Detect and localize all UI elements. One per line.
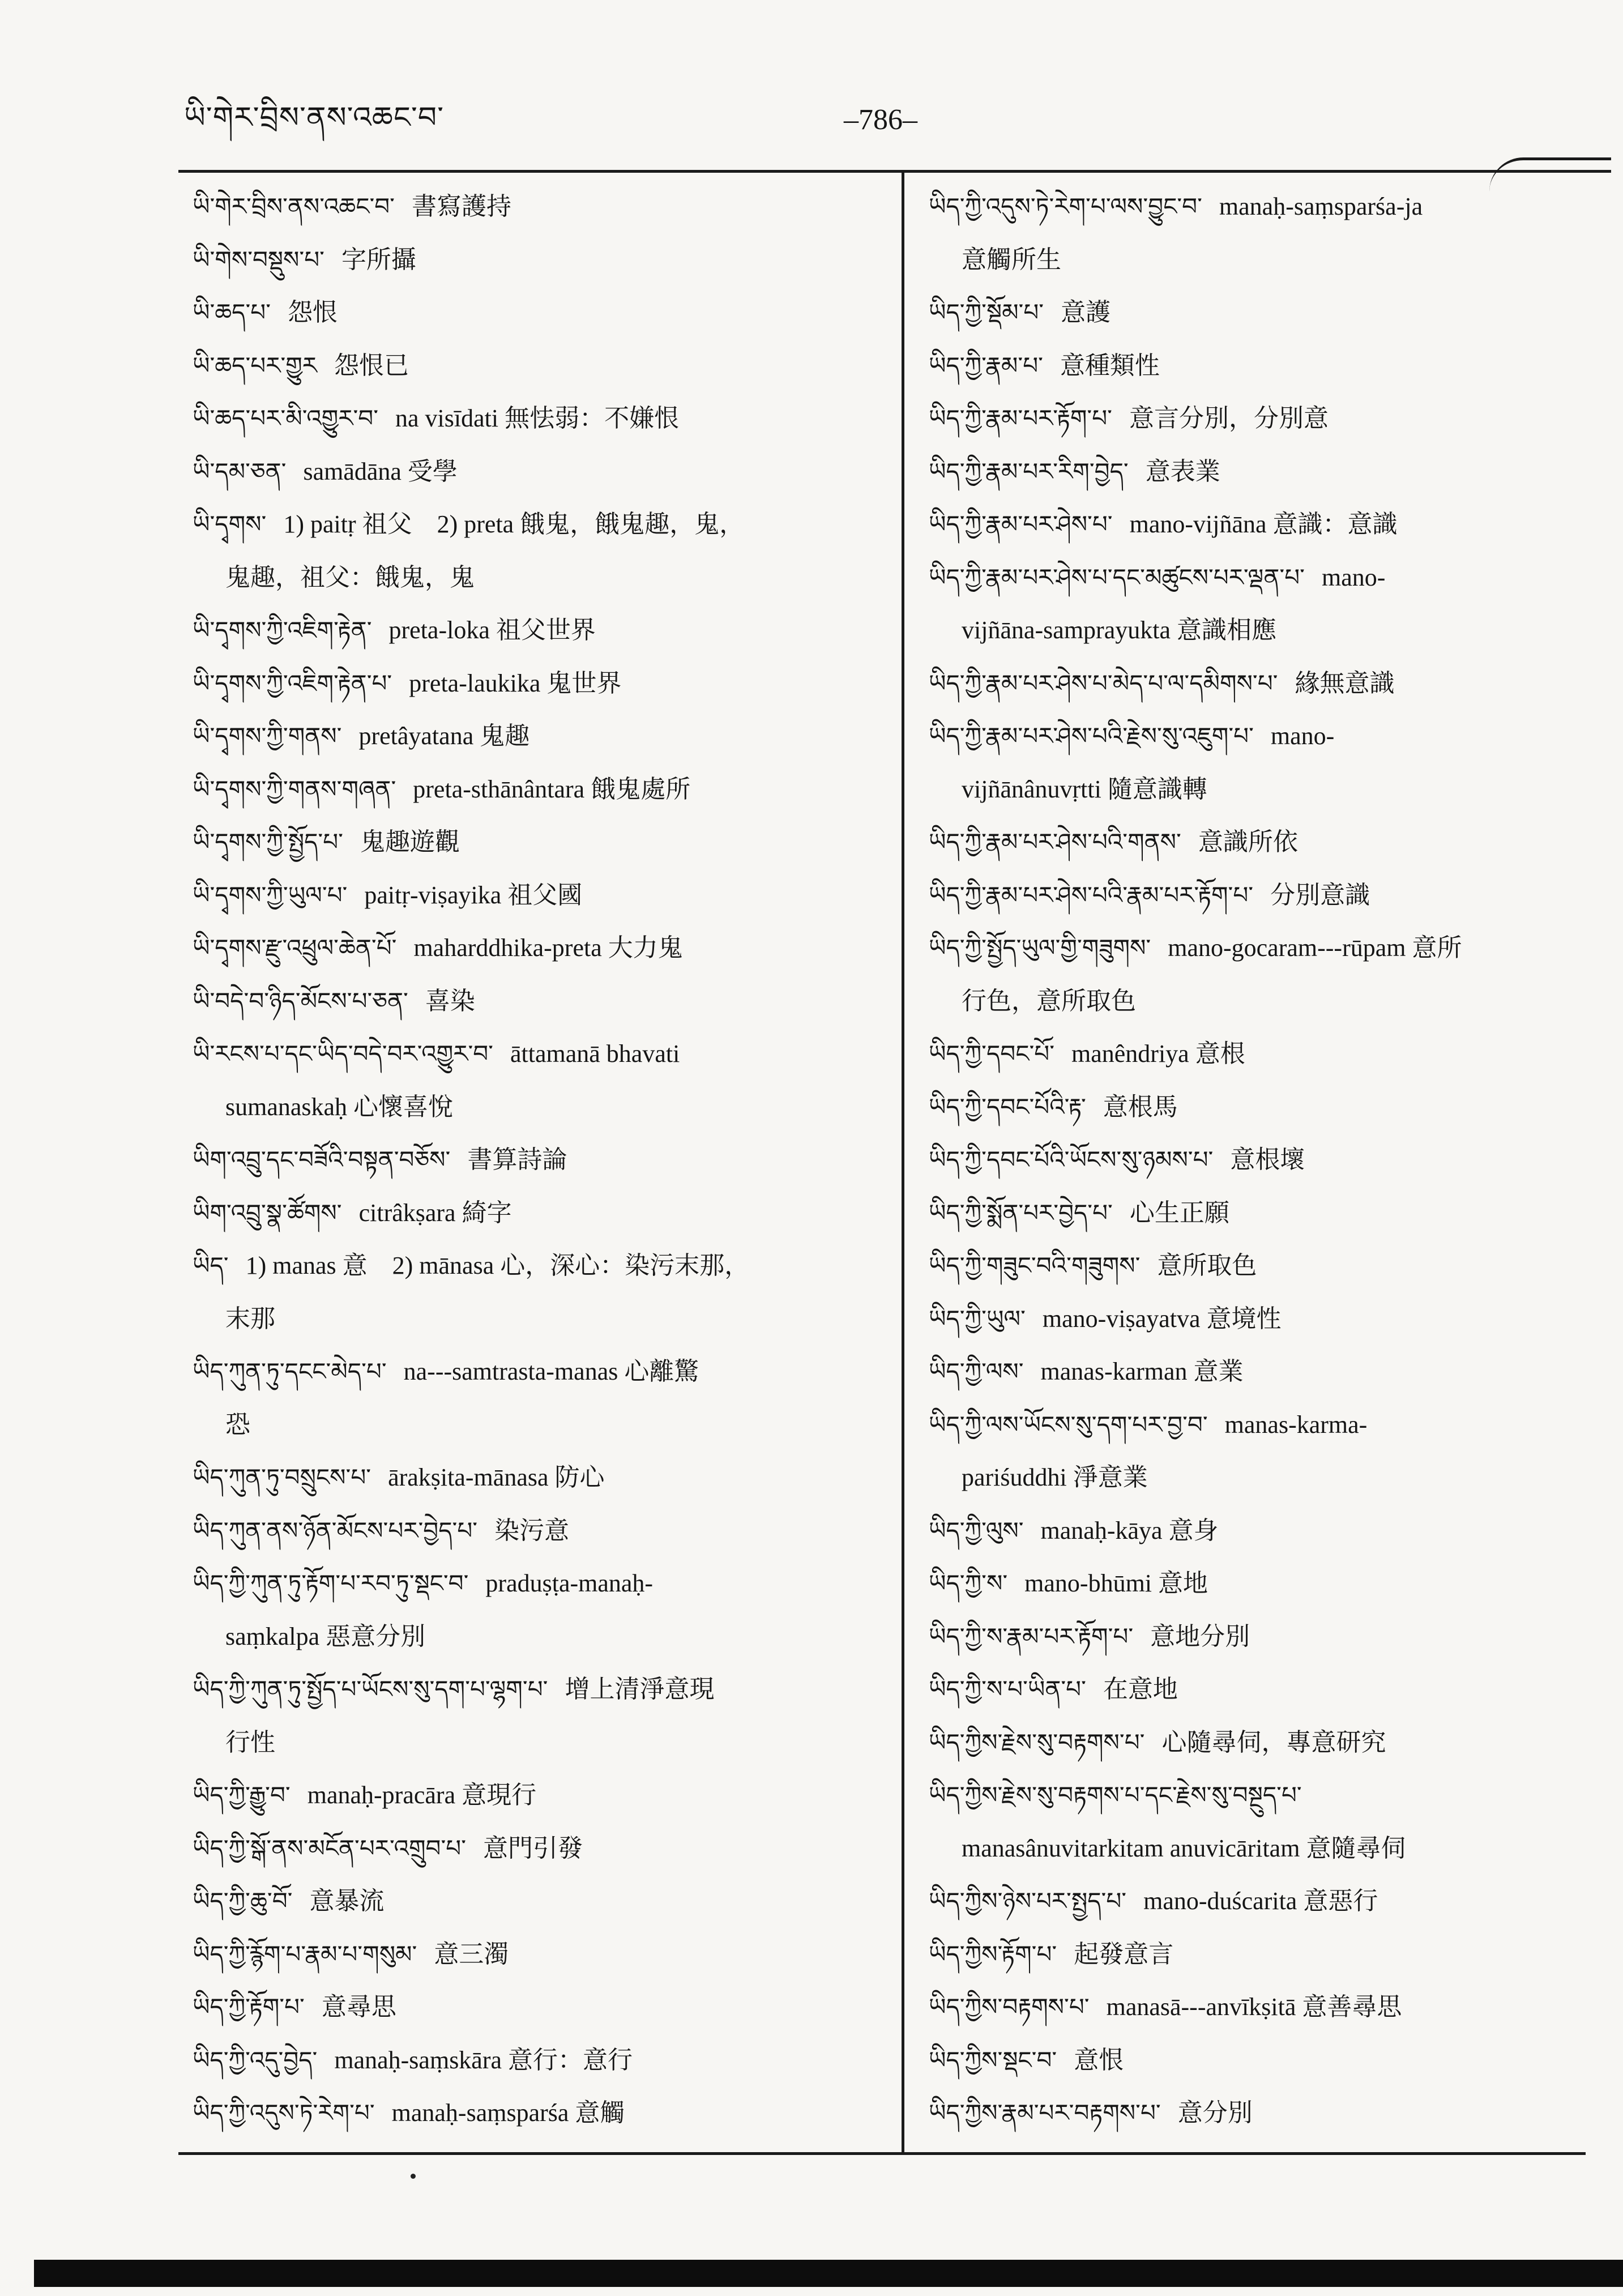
dictionary-entry	[193, 2034, 892, 2087]
entry-gloss: 意分別	[1177, 2099, 1253, 2127]
entry-continuation	[193, 1081, 892, 1134]
entry-gloss: 末那	[225, 1304, 275, 1333]
entry-gloss: 怨恨已	[334, 351, 409, 379]
entry-gloss: mano-	[1270, 722, 1335, 750]
entry-gloss: manas-karman 意業	[1040, 1358, 1244, 1385]
entry-gloss: 意地分別	[1150, 1622, 1250, 1650]
entry-continuation	[193, 1610, 892, 1663]
entry-gloss: mano-duścarita 意惡行	[1143, 1887, 1378, 1915]
entry-gloss: 書算詩論	[467, 1146, 567, 1173]
entry-gloss: mano-	[1321, 563, 1386, 591]
dictionary-entry	[929, 1504, 1597, 1557]
entry-gloss: 意所取色	[1157, 1252, 1257, 1279]
dictionary-entry	[929, 1610, 1597, 1663]
dictionary-entry	[193, 392, 892, 445]
tibetan-headword: ཡིད་ཀྱི་དབང་པོའི་རྟ་	[929, 1092, 1086, 1121]
scan-edge-band	[34, 2260, 1623, 2287]
tibetan-headword: ཡི་ཆད་པར་གྱུར	[193, 351, 317, 379]
entry-gloss: 意三濁	[434, 1940, 509, 1968]
entry-gloss: 起發意言	[1074, 1940, 1174, 1968]
tibetan-headword: ཡི་དྭགས་རྫུ་འཕྲུལ་ཆེན་པོ་	[193, 934, 397, 962]
tibetan-headword: ཡིད་ཀྱི་རྣམ་པར་ཤེས་པའི་རྣམ་པར་རྟོག་པ་	[929, 881, 1254, 909]
tibetan-headword: ཡི་དྭགས་	[193, 510, 267, 538]
entry-gloss: 意根壞	[1230, 1146, 1305, 1173]
entry-gloss: manaḥ-saṃskāra 意行：意行	[334, 2046, 633, 2074]
dictionary-entry	[929, 180, 1597, 233]
dictionary-entry	[193, 339, 892, 392]
entry-gloss: 意暴流	[309, 1887, 385, 1915]
tibetan-headword: ཡིད་ཀྱི་ལས་	[929, 1358, 1024, 1385]
entry-gloss: 意識所依	[1198, 828, 1298, 856]
entry-gloss: manasânuvitarkitam anuvicāritam 意隨尋伺	[962, 1834, 1406, 1862]
dictionary-entry	[929, 1398, 1597, 1452]
dictionary-entry	[193, 975, 892, 1028]
tibetan-headword: ཡིད་ཀྱི་དབང་པོའི་ཡོངས་སུ་ཉམས་པ་	[929, 1146, 1214, 1173]
dictionary-entry	[929, 551, 1597, 604]
tibetan-headword: ཡིད་ཀྱི་ས་	[929, 1569, 1008, 1597]
entry-gloss: 意表業	[1145, 457, 1220, 485]
entry-gloss: 意恨	[1074, 2046, 1124, 2074]
entry-gloss: manaḥ-saṃsparśa-ja	[1219, 193, 1423, 220]
entry-continuation	[193, 1398, 892, 1452]
dictionary-entry	[193, 445, 892, 498]
entry-continuation	[193, 1716, 892, 1769]
entry-gloss: 意護	[1061, 298, 1111, 326]
entry-gloss: 1) manas 意 2) mānasa 心，深心：染污末那，	[245, 1252, 750, 1279]
dictionary-entry	[929, 869, 1597, 922]
entry-gloss: 心生正願	[1129, 1198, 1229, 1227]
dictionary-entry	[193, 604, 892, 657]
tibetan-headword: ཡིད་ཀྱི་སྨོན་པར་བྱེད་པ་	[929, 1198, 1113, 1227]
tibetan-headword: ཡིད་ཀྱིས་ཉེས་པར་སྤྱད་པ་	[929, 1887, 1127, 1915]
entry-gloss: 字所攝	[341, 245, 416, 274]
tibetan-headword: ཡི་དྭགས་ཀྱི་འཇིག་རྟེན་	[193, 616, 372, 644]
entry-gloss: citrâkṣara 綺字	[358, 1198, 512, 1227]
dictionary-entry	[929, 1557, 1597, 1610]
tibetan-headword: ཡིད་ཀྱིས་བརྟགས་པ་	[929, 1993, 1090, 2021]
entry-gloss: 增上清淨意現	[565, 1675, 715, 1703]
entry-gloss: paitṛ-viṣayika 祖父國	[364, 881, 583, 909]
tibetan-headword: ཡིད་ཀྱི་རྣམ་པར་རིག་བྱེད་	[929, 457, 1129, 485]
dictionary-entry	[193, 233, 892, 287]
dictionary-entry	[929, 1981, 1597, 2034]
entry-gloss: vijñāna-samprayukta 意識相應	[962, 616, 1276, 644]
entry-continuation	[929, 1822, 1597, 1875]
dictionary-entry	[929, 1239, 1597, 1292]
dictionary-entry	[929, 445, 1597, 498]
entry-gloss: 鬼趣遊觀	[360, 828, 460, 856]
dictionary-entry	[929, 1081, 1597, 1134]
entry-gloss: mano-viṣayatva 意境性	[1042, 1304, 1282, 1333]
dictionary-entry	[193, 1027, 892, 1081]
dictionary-entry	[929, 1345, 1597, 1398]
dictionary-entry	[193, 869, 892, 922]
dictionary-entry	[929, 1663, 1597, 1716]
dictionary-entry	[929, 816, 1597, 869]
dictionary-entry	[929, 286, 1597, 339]
tibetan-headword: ཡིད་ཀྱི་ས་པ་ཡིན་པ་	[929, 1675, 1086, 1703]
dictionary-entry	[929, 1133, 1597, 1187]
dictionary-entry	[929, 2034, 1597, 2087]
entry-gloss: manêndriya 意根	[1071, 1040, 1245, 1068]
entry-gloss: 行性	[225, 1728, 275, 1756]
tibetan-headword: ཡིད་ཀྱི་གཟུང་བའི་གཟུགས་	[929, 1252, 1141, 1279]
dictionary-entry	[929, 2086, 1597, 2140]
tibetan-headword: ཡིད་ཀྱིས་རྗེས་སུ་བརྟགས་པ་	[929, 1728, 1145, 1756]
tibetan-headword: ཡིད་ཀྱི་སྤྱོད་ཡུལ་གྱི་གཟུགས་	[929, 934, 1151, 962]
dictionary-entry	[929, 1292, 1597, 1346]
tibetan-headword: ཡིད་ཀྱིས་རྟོག་པ་	[929, 1940, 1057, 1968]
dictionary-entry	[929, 710, 1597, 763]
tibetan-headword: ཡིད་ཀྱི་དབང་པོ་	[929, 1040, 1055, 1068]
tibetan-headword: ཡིད་ཀྱི་རྣམ་པར་ཤེས་པ་	[929, 510, 1113, 538]
tibetan-headword: ཡི་ཆད་པར་མི་འགྱུར་བ་	[193, 404, 379, 432]
tibetan-headword: ཡིད་ཀྱི་རྒྱུ་བ་	[193, 1781, 291, 1809]
dictionary-entry	[193, 1557, 892, 1610]
tibetan-headword: ཡིད་ཀྱི་ཡུལ་	[929, 1304, 1026, 1333]
entry-gloss: mano-bhūmi 意地	[1024, 1569, 1208, 1597]
tibetan-headword: ཡི་དྭགས་ཀྱི་འཇིག་རྟེན་པ་	[193, 669, 392, 697]
entry-gloss: 意門引發	[483, 1834, 583, 1862]
dictionary-entry	[193, 921, 892, 975]
entry-gloss: 喜染	[425, 987, 475, 1015]
dictionary-entry	[193, 1239, 892, 1292]
dictionary-entry	[193, 1504, 892, 1557]
dictionary-entry	[193, 1663, 892, 1716]
dictionary-entry	[929, 657, 1597, 710]
entry-continuation	[929, 604, 1597, 657]
column-divider	[902, 170, 904, 2152]
entry-gloss: preta-loka 祖父世界	[388, 616, 596, 644]
tibetan-headword: ཡིད་ཀྱི་ཆུ་བོ་	[193, 1887, 293, 1915]
dictionary-entry	[193, 1769, 892, 1822]
tibetan-headword: ཡིད་ཀྱིས་རྗེས་སུ་བརྟགས་པ་དང་རྗེས་སུ་བསྔུད་པ་	[929, 1781, 1302, 1809]
entry-gloss: 意根馬	[1103, 1092, 1178, 1121]
tibetan-headword: ཡིད་ཀྱི་ལུས་	[929, 1516, 1024, 1544]
entry-continuation	[929, 763, 1597, 816]
tibetan-headword: ཡིད་ཀྱི་རྣམ་པར་ཤེས་པ་དང་མཚུངས་པར་ལྡན་པ་	[929, 563, 1305, 591]
entry-gloss: vijñānânuvṛtti 隨意識轉	[962, 775, 1207, 803]
running-header: ཡི་གེར་བྲིས་ནས་འཆང་བ་	[184, 101, 445, 135]
tibetan-headword: ཡི་རངས་པ་དང་ཡིད་བདེ་བར་འགྱུར་བ་	[193, 1040, 494, 1068]
tibetan-headword: ཡིད་ཀྱིས་སྡང་བ་	[929, 2046, 1057, 2074]
tibetan-headword: ཡིད་ཀུན་ཏུ་དངང་མེད་པ་	[193, 1358, 387, 1385]
tibetan-headword: ཡིད་ཀྱི་འདུས་ཏེ་རེག་པ་	[193, 2099, 375, 2127]
tibetan-headword: ཡི་གེར་བྲིས་ནས་འཆང་བ་	[193, 193, 395, 220]
tibetan-headword: ཡི་དྭགས་ཀྱི་གནས་གཞན་	[193, 775, 396, 803]
entry-gloss: āttamanā bhavati	[510, 1040, 680, 1068]
tibetan-headword: ཡིད་	[193, 1252, 229, 1279]
dictionary-entry	[193, 657, 892, 710]
dictionary-entry	[193, 1981, 892, 2034]
dictionary-entry	[193, 498, 892, 551]
entry-gloss: na---samtrasta-manas 心離驚	[403, 1358, 699, 1385]
entry-continuation	[193, 1292, 892, 1346]
entry-gloss: praduṣṭa-manaḥ-	[485, 1569, 654, 1597]
dictionary-entry	[193, 286, 892, 339]
tibetan-headword: ཡིད་ཀྱི་རྣམ་པར་ཤེས་པའི་གནས་	[929, 828, 1181, 856]
entry-gloss: saṃkalpa 惡意分別	[225, 1622, 426, 1650]
entry-gloss: samādāna 受學	[303, 457, 458, 485]
tibetan-headword: ཡི་དྭགས་ཀྱི་གནས་	[193, 722, 342, 750]
tibetan-headword: ཡིད་ཀྱི་རྣམ་པར་ཤེས་པ་མེད་པ་ལ་དམིགས་པ་	[929, 669, 1278, 697]
dictionary-entry	[929, 392, 1597, 445]
entry-gloss: pariśuddhi 淨意業	[962, 1463, 1148, 1491]
entry-continuation	[929, 233, 1597, 287]
entry-gloss: manas-karma-	[1224, 1410, 1368, 1439]
dictionary-entry	[193, 710, 892, 763]
tibetan-headword: ཡི་གེས་བསྡུས་པ་	[193, 245, 324, 274]
entry-gloss: 書寫護持	[412, 193, 512, 220]
entry-continuation	[929, 1451, 1597, 1504]
dictionary-entry	[929, 921, 1597, 975]
tibetan-headword: ཡིད་ཀྱི་ཀུན་ཏུ་རྟོག་པ་རབ་ཏུ་སྡང་བ་	[193, 1569, 469, 1597]
entry-gloss: manaḥ-kāya 意身	[1040, 1516, 1219, 1544]
dictionary-entry	[193, 1928, 892, 1981]
entry-gloss: manaḥ-saṃsparśa 意觸	[391, 2099, 625, 2127]
tibetan-headword: ཡི་དྭགས་ཀྱི་ཡུལ་པ་	[193, 881, 348, 909]
dictionary-entry	[193, 1451, 892, 1504]
dictionary-entry	[193, 2086, 892, 2140]
entry-gloss: ārakṣita-mānasa 防心	[388, 1463, 605, 1491]
tibetan-headword: ཡིད་ཀྱིས་རྣམ་པར་བརྟགས་པ་	[929, 2099, 1161, 2127]
entry-gloss: manasā---anvīkṣitā 意善尋思	[1106, 1993, 1402, 2021]
entry-gloss: 行色，意所取色	[962, 987, 1136, 1015]
tibetan-headword: ཡི་ཆད་པ་	[193, 298, 271, 326]
dictionary-entry	[193, 1133, 892, 1187]
tibetan-headword: ཡིག་འབྲུ་དང་བཟོའི་བསྟན་བཅོས་	[193, 1146, 451, 1173]
left-column	[193, 180, 892, 2140]
entry-gloss: 恐	[225, 1410, 250, 1439]
dictionary-entry	[929, 1027, 1597, 1081]
entry-gloss: mano-gocaram---rūpam 意所	[1168, 934, 1462, 962]
tibetan-headword: ཡིད་ཀྱི་འདུས་ཏེ་རེག་པ་ལས་བྱུང་བ་	[929, 193, 1202, 220]
tibetan-headword: ཡི་བདེ་བ་ཉིད་མོངས་པ་ཅན་	[193, 987, 408, 1015]
dictionary-entry	[193, 180, 892, 233]
entry-gloss: 意尋思	[321, 1993, 396, 2021]
entry-gloss: 在意地	[1103, 1675, 1178, 1703]
dictionary-entry	[193, 1187, 892, 1240]
entry-gloss: preta-sthānântara 餓鬼處所	[413, 775, 691, 803]
right-column	[929, 180, 1597, 2140]
dictionary-entry	[193, 1875, 892, 1928]
dictionary-entry	[193, 816, 892, 869]
dictionary-entry	[929, 1928, 1597, 1981]
entry-gloss: na visīdati 無怯弱：不嫌恨	[395, 404, 680, 432]
tibetan-headword: ཡིད་ཀྱི་རྣམ་པར་རྟོག་པ་	[929, 404, 1112, 432]
entry-gloss: sumanaskaḥ 心懷喜悅	[225, 1092, 454, 1121]
entry-gloss: 怨恨	[288, 298, 338, 326]
dictionary-entry	[193, 1822, 892, 1875]
entry-continuation	[929, 975, 1597, 1028]
entry-gloss: 1) paitṛ 祖父 2) preta 餓鬼，餓鬼趣，鬼，	[283, 510, 745, 538]
tibetan-headword: ཡིད་ཀྱི་འདུ་བྱེད་	[193, 2046, 318, 2074]
entry-gloss: 染污意	[494, 1516, 570, 1544]
entry-gloss: 心隨尋伺，專意研究	[1161, 1728, 1386, 1756]
entry-gloss: 緣無意識	[1295, 669, 1395, 697]
entry-gloss: 意言分別，分別意	[1129, 404, 1329, 432]
tibetan-headword: ཡིད་ཀྱི་རྣམ་པར་ཤེས་པའི་རྗེས་སུ་འཇུག་པ་	[929, 722, 1254, 750]
page-number: –786–	[844, 104, 917, 136]
dictionary-entry	[929, 1716, 1597, 1769]
dictionary-entry	[929, 1875, 1597, 1928]
tibetan-headword: ཡིད་ཀུན་ཏུ་བསྲུངས་པ་	[193, 1463, 371, 1491]
entry-gloss: maharddhika-preta 大力鬼	[413, 934, 683, 962]
entry-gloss: 分別意識	[1270, 881, 1370, 909]
entry-gloss: manaḥ-pracāra 意現行	[307, 1781, 537, 1809]
tibetan-headword: ཡིད་ཀྱི་ཀུན་ཏུ་སྤྱོད་པ་ཡོངས་སུ་དག་པ་ལྷག་པ་	[193, 1675, 548, 1703]
entry-gloss: 意觸所生	[962, 245, 1061, 274]
dictionary-entry	[193, 763, 892, 816]
tibetan-headword: ཡིད་ཀྱི་རྙོག་པ་རྣམ་པ་གསུམ་	[193, 1940, 417, 1968]
dictionary-entry	[929, 1769, 1597, 1822]
entry-gloss: 鬼趣，祖父：餓鬼，鬼	[225, 563, 475, 591]
tibetan-headword: ཡིད་ཀུན་ནས་ཉོན་མོངས་པར་བྱེད་པ་	[193, 1516, 478, 1544]
dictionary-entry	[929, 1187, 1597, 1240]
tibetan-headword: ཡི་དྭགས་ཀྱི་སྤྱོད་པ་	[193, 828, 343, 856]
tibetan-headword: ཡིག་འབྲུ་སྣ་ཚོགས་	[193, 1198, 342, 1227]
tibetan-headword: ཡི་དམ་ཅན་	[193, 457, 287, 485]
entry-gloss: mano-vijñāna 意識：意識	[1129, 510, 1398, 538]
dictionary-entry	[929, 498, 1597, 551]
dictionary-entry	[929, 339, 1597, 392]
ink-speck	[411, 2174, 416, 2179]
tibetan-headword: ཡིད་ཀྱི་རྟོག་པ་	[193, 1993, 305, 2021]
tibetan-headword: ཡིད་ཀྱི་སྒོ་ནས་མངོན་པར་འགྲུབ་པ་	[193, 1834, 467, 1862]
tibetan-headword: ཡིད་ཀྱི་ལས་ཡོངས་སུ་དག་པར་བྱ་བ་	[929, 1410, 1208, 1439]
tibetan-headword: ཡིད་ཀྱི་ས་རྣམ་པར་རྟོག་པ་	[929, 1622, 1134, 1650]
entry-gloss: pretâyatana 鬼趣	[358, 722, 530, 750]
tibetan-headword: ཡིད་ཀྱི་སྡོམ་པ་	[929, 298, 1044, 326]
entry-gloss: 意種類性	[1060, 351, 1160, 379]
entry-continuation	[193, 551, 892, 604]
entry-gloss: preta-laukika 鬼世界	[409, 669, 622, 697]
tibetan-headword: ཡིད་ཀྱི་རྣམ་པ་	[929, 351, 1043, 379]
dictionary-entry	[193, 1345, 892, 1398]
bottom-rule	[178, 2152, 1586, 2155]
top-rule	[178, 170, 1611, 173]
